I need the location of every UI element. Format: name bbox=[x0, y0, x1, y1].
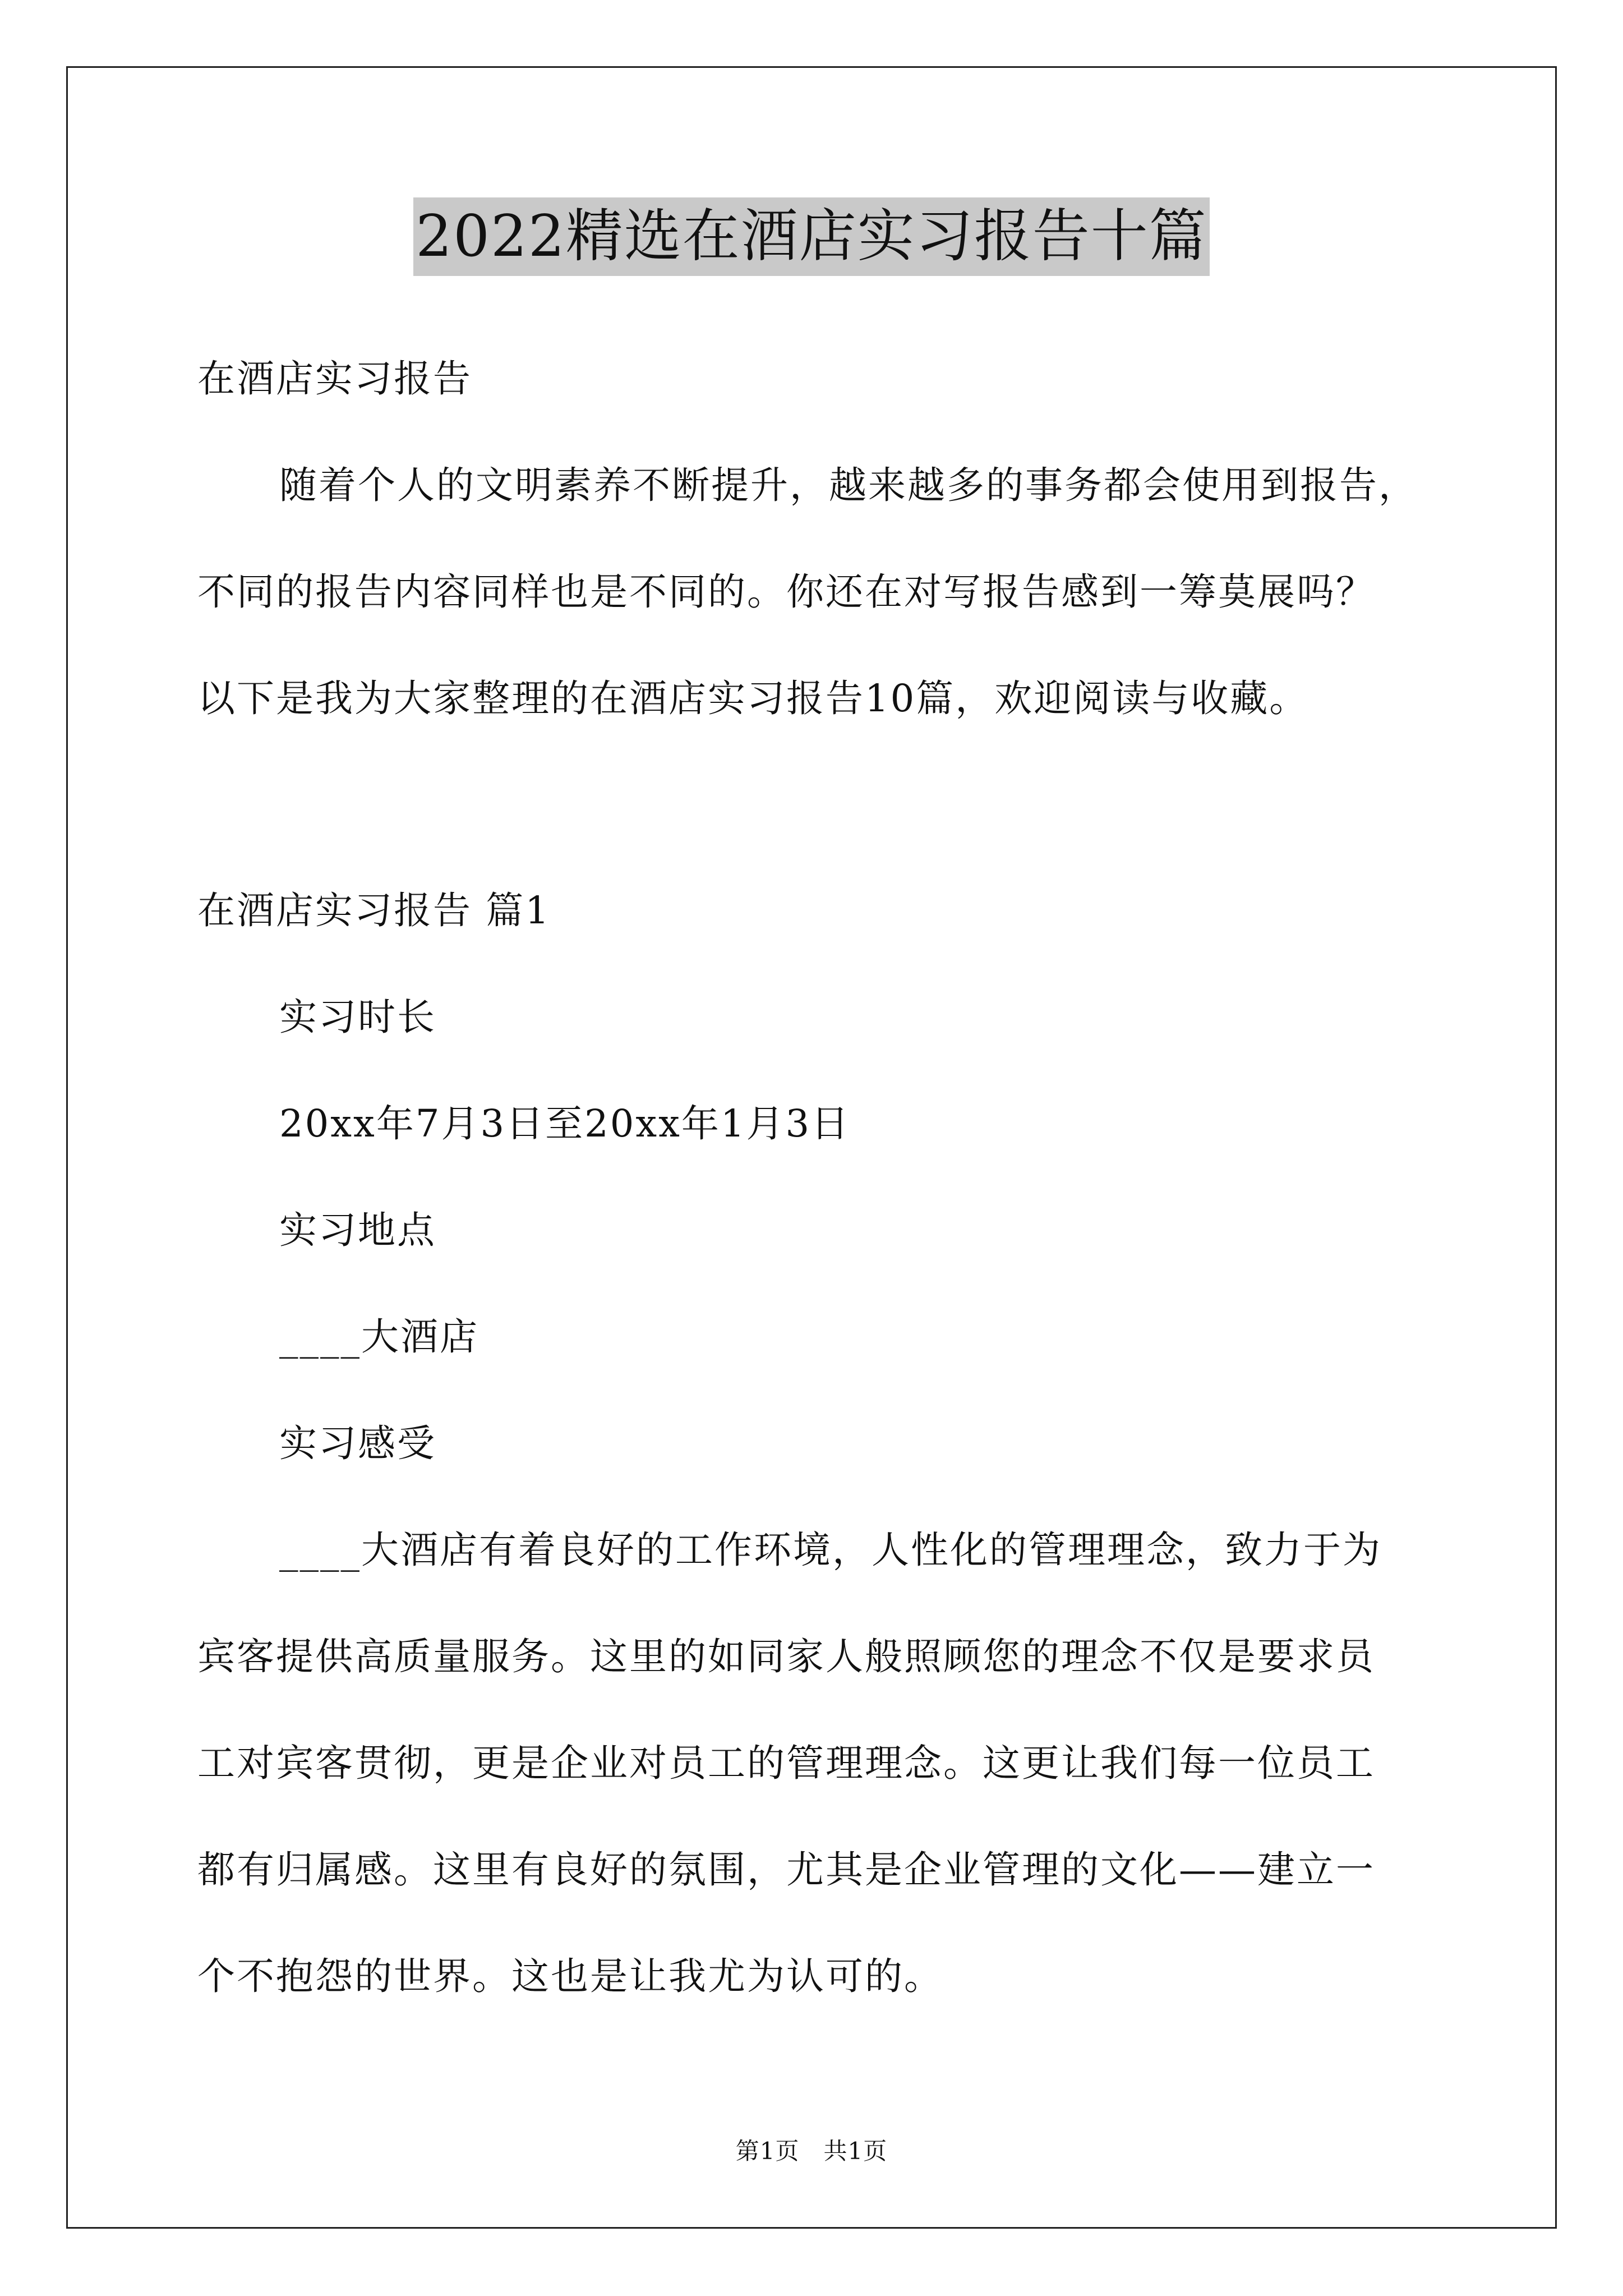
field-label-location: 实习地点 bbox=[279, 1208, 436, 1252]
field-label-duration: 实习时长 bbox=[279, 995, 436, 1039]
intro-paragraph-line: 随着个人的文明素养不断提升，越来越多的事务都会使用到报告， bbox=[279, 463, 1418, 507]
report-heading: 在酒店实习报告 篇1 bbox=[197, 889, 551, 932]
page-footer: 第1页 共1页 bbox=[735, 2137, 888, 2165]
body-paragraph-line: 都有归属感。这里有良好的氛围，尤其是企业管理的文化——建立一 bbox=[197, 1848, 1375, 1892]
body-paragraph-line: ____大酒店有着良好的工作环境，人性化的管理理念，致力于为 bbox=[279, 1528, 1382, 1572]
intro-paragraph-line: 不同的报告内容同样也是不同的。你还在对写报告感到一筹莫展吗？ bbox=[197, 570, 1375, 614]
field-label-feelings: 实习感受 bbox=[279, 1421, 436, 1465]
body-paragraph-line: 工对宾客贯彻，更是企业对员工的管理理念。这更让我们每一位员工 bbox=[197, 1741, 1375, 1785]
document-title: 2022精选在酒店实习报告十篇 bbox=[413, 197, 1210, 276]
body-paragraph-line: 宾客提供高质量服务。这里的如同家人般照顾您的理念不仅是要求员 bbox=[197, 1635, 1375, 1678]
title-container bbox=[0, 197, 1623, 276]
field-value-duration: 20xx年7月3日至20xx年1月3日 bbox=[279, 1102, 851, 1145]
section-heading: 在酒店实习报告 bbox=[197, 357, 472, 401]
intro-paragraph-line: 以下是我为大家整理的在酒店实习报告10篇，欢迎阅读与收藏。 bbox=[197, 677, 1309, 720]
body-paragraph-line: 个不抱怨的世界。这也是让我尤为认可的。 bbox=[197, 1954, 943, 1998]
field-value-location: ____大酒店 bbox=[279, 1315, 479, 1359]
